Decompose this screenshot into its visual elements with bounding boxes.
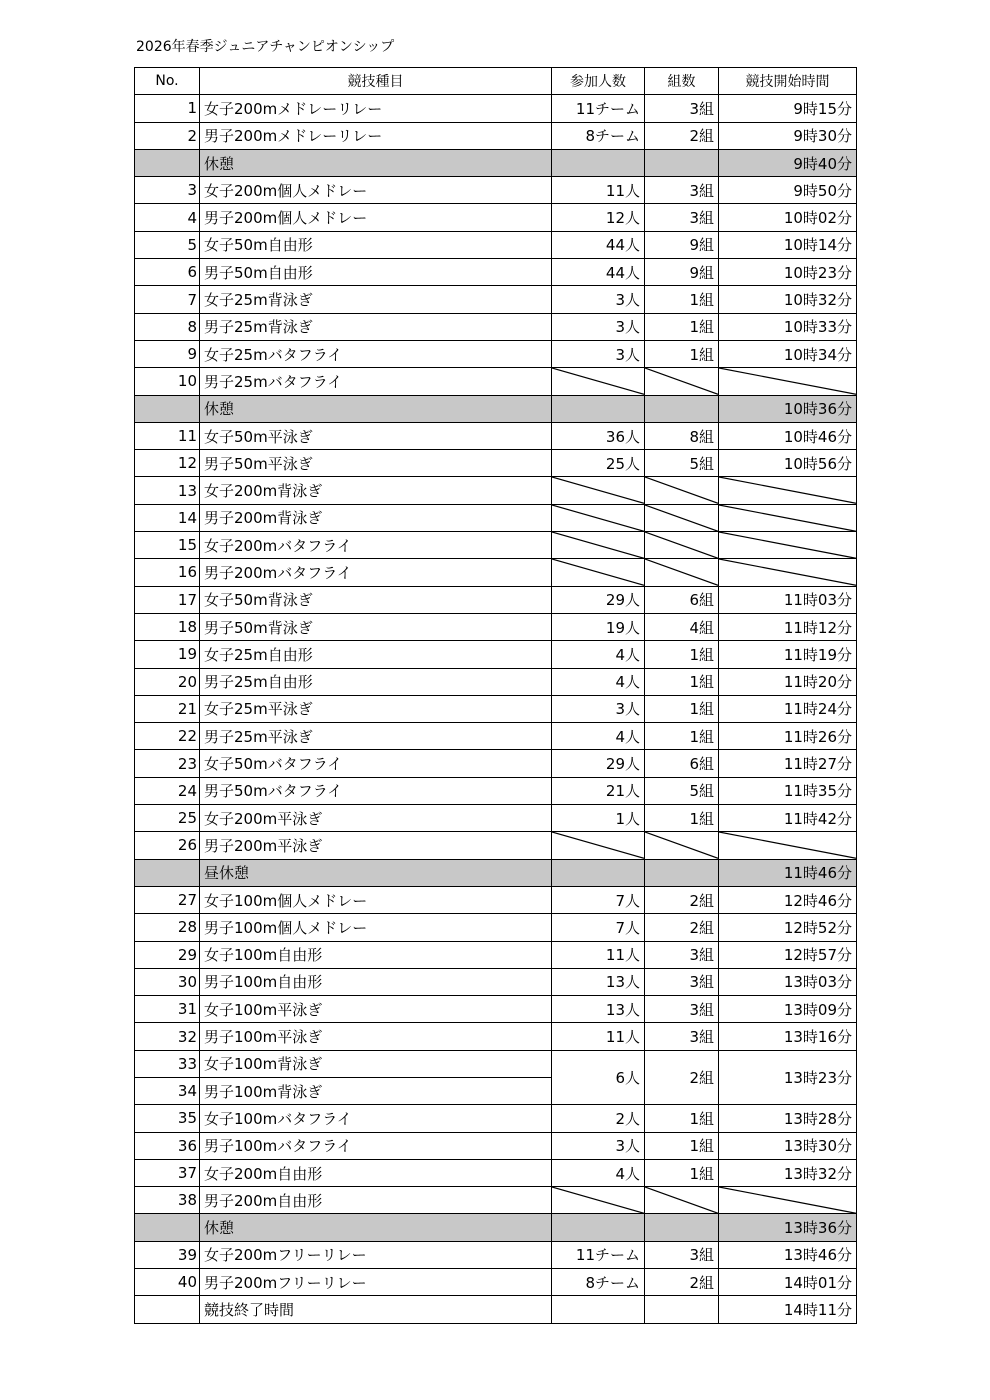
row-event: 女子100m個人メドレー [200, 886, 552, 913]
row-participants: 7人 [552, 914, 645, 941]
row-participants: 1人 [552, 805, 645, 832]
row-event: 女子50m平泳ぎ [200, 422, 552, 449]
table-row [135, 1105, 857, 1132]
row-start-time: 13時09分 [719, 996, 857, 1023]
row-event: 女子25m自由形 [200, 641, 552, 668]
row-heats: 1組 [645, 695, 719, 722]
row-no: 35 [135, 1105, 200, 1132]
row-participants: 44人 [552, 231, 645, 258]
row-event: 男子200m背泳ぎ [200, 504, 552, 531]
row-event: 女子200mフリーリレー [200, 1241, 552, 1268]
row-no: 28 [135, 914, 200, 941]
row-no: 25 [135, 805, 200, 832]
row-participants: 11人 [552, 177, 645, 204]
row-participants [552, 395, 645, 422]
table-row [135, 805, 857, 832]
row-participants: 8チーム [552, 122, 645, 149]
row-start-time: 14時11分 [719, 1296, 857, 1323]
row-participants: 4人 [552, 1159, 645, 1186]
row-heats: 2組 [645, 886, 719, 913]
row-event: 男子200mメドレーリレー [200, 122, 552, 149]
row-participants-crossed [552, 477, 645, 504]
table-row [135, 231, 857, 258]
row-heats-crossed [645, 477, 719, 504]
row-start-time: 13時16分 [719, 1023, 857, 1050]
row-start-time: 13時30分 [719, 1132, 857, 1159]
row-heats: 5組 [645, 777, 719, 804]
schedule-rows [135, 95, 857, 1323]
row-no: 34 [135, 1077, 200, 1104]
row-heats: 1組 [645, 1132, 719, 1159]
row-event: 女子100mバタフライ [200, 1105, 552, 1132]
break-row [135, 1214, 857, 1241]
table-row [135, 941, 857, 968]
row-participants: 3人 [552, 313, 645, 340]
row-start-time: 11時42分 [719, 805, 857, 832]
row-start-time: 11時46分 [719, 859, 857, 886]
row-event: 女子100m自由形 [200, 941, 552, 968]
row-heats: 3組 [645, 968, 719, 995]
row-no: 26 [135, 832, 200, 859]
row-participants: 3人 [552, 695, 645, 722]
row-no: 19 [135, 641, 200, 668]
row-participants: 11チーム [552, 95, 645, 122]
row-event: 男子25m背泳ぎ [200, 313, 552, 340]
table-row [135, 450, 857, 477]
row-event: 男子25m自由形 [200, 668, 552, 695]
row-event: 女子100m背泳ぎ [200, 1050, 552, 1077]
row-event: 女子200mメドレーリレー [200, 95, 552, 122]
row-no [135, 149, 200, 176]
row-event: 男子25m平泳ぎ [200, 723, 552, 750]
row-event: 女子200m平泳ぎ [200, 805, 552, 832]
row-start-time: 11時24分 [719, 695, 857, 722]
header-participants: 参加人数 [552, 68, 645, 95]
table-row [135, 641, 857, 668]
row-participants-crossed [552, 1187, 645, 1214]
row-start-time: 11時35分 [719, 777, 857, 804]
row-start-time: 13時32分 [719, 1159, 857, 1186]
row-no: 13 [135, 477, 200, 504]
row-no: 20 [135, 668, 200, 695]
row-no [135, 1296, 200, 1323]
row-start-time: 10時23分 [719, 259, 857, 286]
row-participants: 44人 [552, 259, 645, 286]
row-event: 昼休憩 [200, 859, 552, 886]
row-no: 39 [135, 1241, 200, 1268]
end-row [135, 1296, 857, 1323]
table-row [135, 750, 857, 777]
row-heats: 2組 [645, 914, 719, 941]
row-no: 9 [135, 340, 200, 367]
table-row [135, 1023, 857, 1050]
document-title: 2026年春季ジュニアチャンピオンシップ [136, 39, 395, 55]
table-row [135, 695, 857, 722]
row-no: 6 [135, 259, 200, 286]
row-start-time: 13時46分 [719, 1241, 857, 1268]
row-start-time-crossed [719, 477, 857, 504]
row-start-time: 13時28分 [719, 1105, 857, 1132]
row-start-time-crossed [719, 832, 857, 859]
row-participants: 36人 [552, 422, 645, 449]
row-heats: 5組 [645, 450, 719, 477]
row-event: 男子100m個人メドレー [200, 914, 552, 941]
row-no: 16 [135, 559, 200, 586]
row-start-time: 11時27分 [719, 750, 857, 777]
row-event: 女子25mバタフライ [200, 340, 552, 367]
row-heats: 1組 [645, 340, 719, 367]
row-start-time: 11時20分 [719, 668, 857, 695]
row-event: 休憩 [200, 149, 552, 176]
header-row [135, 68, 857, 95]
row-start-time: 9時30分 [719, 122, 857, 149]
row-event: 男子200m平泳ぎ [200, 832, 552, 859]
row-event: 女子200m背泳ぎ [200, 477, 552, 504]
row-start-time: 10時32分 [719, 286, 857, 313]
row-participants-crossed [552, 504, 645, 531]
table-row [135, 1132, 857, 1159]
row-no: 17 [135, 586, 200, 613]
row-participants: 8チーム [552, 1269, 645, 1296]
row-participants: 3人 [552, 1132, 645, 1159]
row-event: 男子200m個人メドレー [200, 204, 552, 231]
row-start-time: 13時23分 [719, 1050, 857, 1105]
row-start-time: 12時57分 [719, 941, 857, 968]
row-heats: 1組 [645, 1159, 719, 1186]
table-row [135, 777, 857, 804]
row-heats: 3組 [645, 941, 719, 968]
row-no: 8 [135, 313, 200, 340]
row-participants: 29人 [552, 750, 645, 777]
row-no [135, 859, 200, 886]
row-heats: 6組 [645, 586, 719, 613]
row-heats: 1組 [645, 805, 719, 832]
row-heats: 3組 [645, 1241, 719, 1268]
row-no: 5 [135, 231, 200, 258]
row-no: 32 [135, 1023, 200, 1050]
row-event: 男子100m自由形 [200, 968, 552, 995]
row-heats: 1組 [645, 1105, 719, 1132]
row-start-time: 13時03分 [719, 968, 857, 995]
row-participants: 11人 [552, 941, 645, 968]
row-start-time: 14時01分 [719, 1269, 857, 1296]
row-heats-crossed [645, 368, 719, 395]
row-heats: 3組 [645, 204, 719, 231]
row-heats [645, 1296, 719, 1323]
row-start-time: 10時02分 [719, 204, 857, 231]
row-participants-crossed [552, 532, 645, 559]
row-no: 18 [135, 613, 200, 640]
row-event: 競技終了時間 [200, 1296, 552, 1323]
row-heats: 6組 [645, 750, 719, 777]
row-start-time: 10時33分 [719, 313, 857, 340]
row-event: 男子200mバタフライ [200, 559, 552, 586]
row-no: 27 [135, 886, 200, 913]
table-row [135, 504, 857, 531]
row-no: 38 [135, 1187, 200, 1214]
row-event: 男子50m背泳ぎ [200, 613, 552, 640]
row-event: 女子50m自由形 [200, 231, 552, 258]
row-no: 15 [135, 532, 200, 559]
row-heats-crossed [645, 504, 719, 531]
table-row [135, 122, 857, 149]
row-no: 24 [135, 777, 200, 804]
row-start-time: 11時26分 [719, 723, 857, 750]
break-row [135, 149, 857, 176]
table-row [135, 668, 857, 695]
table-row [135, 559, 857, 586]
row-event: 女子200m個人メドレー [200, 177, 552, 204]
row-event: 女子25m背泳ぎ [200, 286, 552, 313]
row-heats: 8組 [645, 422, 719, 449]
table-row [135, 368, 857, 395]
row-no [135, 1214, 200, 1241]
row-no: 1 [135, 95, 200, 122]
row-heats: 2組 [645, 1269, 719, 1296]
table-row [135, 1187, 857, 1214]
row-participants: 4人 [552, 668, 645, 695]
row-participants: 3人 [552, 286, 645, 313]
row-no [135, 395, 200, 422]
row-start-time: 9時50分 [719, 177, 857, 204]
row-start-time-crossed [719, 1187, 857, 1214]
row-start-time: 9時40分 [719, 149, 857, 176]
table-row [135, 259, 857, 286]
row-start-time: 12時46分 [719, 886, 857, 913]
row-heats: 1組 [645, 286, 719, 313]
table-row [135, 95, 857, 122]
row-no: 29 [135, 941, 200, 968]
row-participants: 21人 [552, 777, 645, 804]
row-heats [645, 149, 719, 176]
row-event: 女子200m自由形 [200, 1159, 552, 1186]
row-no: 31 [135, 996, 200, 1023]
row-event: 女子50mバタフライ [200, 750, 552, 777]
row-start-time: 11時19分 [719, 641, 857, 668]
table-row [135, 1159, 857, 1186]
row-event: 男子100m背泳ぎ [200, 1077, 552, 1104]
row-no: 11 [135, 422, 200, 449]
row-event: 男子100mバタフライ [200, 1132, 552, 1159]
table-row [135, 422, 857, 449]
row-start-time: 9時15分 [719, 95, 857, 122]
row-participants: 7人 [552, 886, 645, 913]
table-row [135, 204, 857, 231]
row-participants-crossed [552, 832, 645, 859]
row-heats: 9組 [645, 259, 719, 286]
row-participants: 25人 [552, 450, 645, 477]
table-row [135, 177, 857, 204]
row-heats-crossed [645, 1187, 719, 1214]
table-row [135, 613, 857, 640]
row-participants: 2人 [552, 1105, 645, 1132]
row-event: 女子50m背泳ぎ [200, 586, 552, 613]
table-row [135, 832, 857, 859]
row-start-time: 10時14分 [719, 231, 857, 258]
row-start-time-crossed [719, 504, 857, 531]
row-heats: 1組 [645, 313, 719, 340]
row-event: 男子200m自由形 [200, 1187, 552, 1214]
row-event: 男子100m平泳ぎ [200, 1023, 552, 1050]
row-heats [645, 1214, 719, 1241]
row-event: 男子50mバタフライ [200, 777, 552, 804]
row-heats: 1組 [645, 723, 719, 750]
row-participants-crossed [552, 559, 645, 586]
row-event: 男子50m平泳ぎ [200, 450, 552, 477]
row-no: 30 [135, 968, 200, 995]
table-row [135, 914, 857, 941]
row-heats [645, 395, 719, 422]
row-event: 男子200mフリーリレー [200, 1269, 552, 1296]
header-heats: 組数 [645, 68, 719, 95]
row-heats: 3組 [645, 1023, 719, 1050]
row-no: 37 [135, 1159, 200, 1186]
row-participants: 4人 [552, 641, 645, 668]
row-participants: 19人 [552, 613, 645, 640]
row-no: 33 [135, 1050, 200, 1077]
row-heats: 3組 [645, 95, 719, 122]
row-event: 休憩 [200, 395, 552, 422]
table-row [135, 1050, 857, 1077]
row-heats: 3組 [645, 177, 719, 204]
row-heats: 9組 [645, 231, 719, 258]
row-event: 女子200mバタフライ [200, 532, 552, 559]
row-participants: 6人 [552, 1050, 645, 1105]
row-participants [552, 859, 645, 886]
row-event: 女子100m平泳ぎ [200, 996, 552, 1023]
row-participants-crossed [552, 368, 645, 395]
row-start-time-crossed [719, 532, 857, 559]
row-participants: 13人 [552, 996, 645, 1023]
header-event: 競技種目 [200, 68, 552, 95]
row-no: 40 [135, 1269, 200, 1296]
row-heats: 2組 [645, 122, 719, 149]
row-start-time-crossed [719, 559, 857, 586]
table-row [135, 968, 857, 995]
row-no: 4 [135, 204, 200, 231]
row-heats-crossed [645, 532, 719, 559]
table-row [135, 1241, 857, 1268]
row-start-time: 10時46分 [719, 422, 857, 449]
row-event: 男子25mバタフライ [200, 368, 552, 395]
table-row [135, 313, 857, 340]
row-participants: 3人 [552, 340, 645, 367]
row-no: 14 [135, 504, 200, 531]
row-heats: 1組 [645, 641, 719, 668]
row-heats: 4組 [645, 613, 719, 640]
schedule-table [134, 67, 857, 1324]
row-no: 10 [135, 368, 200, 395]
table-row [135, 286, 857, 313]
row-participants: 13人 [552, 968, 645, 995]
row-start-time: 12時52分 [719, 914, 857, 941]
table-row [135, 723, 857, 750]
table-row [135, 586, 857, 613]
row-start-time: 13時36分 [719, 1214, 857, 1241]
row-heats-crossed [645, 832, 719, 859]
row-heats: 1組 [645, 668, 719, 695]
row-no: 22 [135, 723, 200, 750]
row-no: 2 [135, 122, 200, 149]
row-no: 12 [135, 450, 200, 477]
row-no: 7 [135, 286, 200, 313]
row-participants: 4人 [552, 723, 645, 750]
row-start-time-crossed [719, 368, 857, 395]
header-no: No. [135, 68, 200, 95]
row-start-time: 10時56分 [719, 450, 857, 477]
table-row [135, 477, 857, 504]
row-event: 女子25m平泳ぎ [200, 695, 552, 722]
header-start-time: 競技開始時間 [719, 68, 857, 95]
row-no: 23 [135, 750, 200, 777]
row-participants [552, 1296, 645, 1323]
row-event: 男子50m自由形 [200, 259, 552, 286]
break-row [135, 395, 857, 422]
row-participants: 11チーム [552, 1241, 645, 1268]
table-row [135, 996, 857, 1023]
table-row [135, 886, 857, 913]
row-heats-crossed [645, 559, 719, 586]
row-participants [552, 1214, 645, 1241]
row-start-time: 10時34分 [719, 340, 857, 367]
row-participants: 12人 [552, 204, 645, 231]
row-no: 36 [135, 1132, 200, 1159]
break-row [135, 859, 857, 886]
row-participants: 29人 [552, 586, 645, 613]
row-no: 21 [135, 695, 200, 722]
row-heats [645, 859, 719, 886]
row-start-time: 11時03分 [719, 586, 857, 613]
row-start-time: 10時36分 [719, 395, 857, 422]
row-heats: 2組 [645, 1050, 719, 1105]
row-event: 休憩 [200, 1214, 552, 1241]
table-row [135, 1269, 857, 1296]
row-participants [552, 149, 645, 176]
table-row [135, 340, 857, 367]
row-no: 3 [135, 177, 200, 204]
row-heats: 3組 [645, 996, 719, 1023]
row-start-time: 11時12分 [719, 613, 857, 640]
row-participants: 11人 [552, 1023, 645, 1050]
table-row [135, 532, 857, 559]
